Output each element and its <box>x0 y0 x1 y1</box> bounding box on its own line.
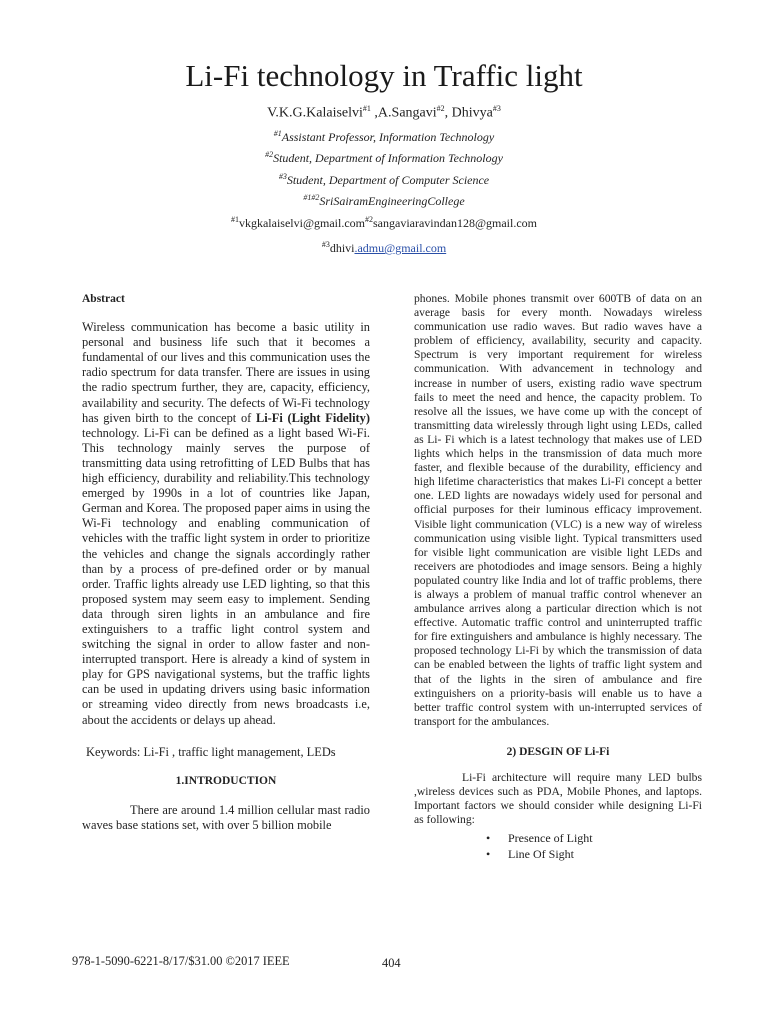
email-2-sup: #2 <box>365 215 373 224</box>
affiliation-2-text: Student, Department of Information Technology <box>273 151 503 165</box>
email-1-sup: #1 <box>230 215 239 224</box>
isbn-copyright: 978-1-5090-6221-8/17/$31.00 ©2017 IEEE <box>72 954 290 968</box>
email-3-prefix: dhivi <box>329 241 355 255</box>
design-text: Li-Fi architecture will require many LED bulbs ,wireless devices such as PDA, Mobile Phones, and laptops. Important factors we should consider while designing Li-Fi as following: <box>414 771 702 827</box>
right-column <box>414 292 702 862</box>
email-3-link[interactable]: .admu@gmail.com <box>354 241 447 255</box>
affiliation-3-text: Student, Department of Computer Science <box>286 173 490 187</box>
left-column <box>82 292 370 833</box>
email-2[interactable]: sangaviaravindan128@gmail.com <box>373 216 538 230</box>
design-factors-list <box>486 830 702 862</box>
affiliation-4-text: SriSairamEngineeringCollege <box>319 194 465 208</box>
email-line-1 <box>0 215 768 231</box>
affiliation-2-sup: #2 <box>265 150 274 159</box>
author-list <box>0 104 768 122</box>
author-2-sup: #2 <box>436 104 445 113</box>
author-3: , Dhivya <box>444 105 493 121</box>
introduction-continued: phones. Mobile phones transmit over 600TB of data on an average basis for every month. Nowadays wireless communication use radio waves. But radio waves have a problem of efficiency, availability, security and capacity. Spectrum is very important requirement for wireless communication. With advancement in technology and increase in number of users, existing radio wave spectrum fails to meet the need and hence, the capacity problem. To resolve all the issues, we have come up with the concept of transmitting data wirelessly through light using LEDs, called as Li- Fi which is a latest technology that makes use of LED lights which helps in the transmission of data much more faster, and flexible because of the durability, efficiency and high lifetime characteristics that makes Li-Fi concept a better one. LED lights are nowadays widely used for personal and official purposes for their luminous efficacy improvement. Visible light communication (VLC) is a new way of wireless communication using visible light. Typical transmitters used for visible light communication are visible light LEDs and receivers are photodiodes and image sensors. Being a highly populated country like India and lot of traffic problems, there is always a problem of manual traffic control whenever an ambulance arrives along a particular direction which is not effective. Automatic traffic control and uninterrupted traffic for fire extinguishers and ambulance is highly necessary. The proposed technology Li-Fi by which the transmission of data can be enabled between the lights of traffic light system and that of the lights in the siren of ambulance and fire extinguishers on a priority-basis will enable us to have a better traffic control system with un-interrupted services of transport for the ambulances. <box>414 292 702 728</box>
author-1: V.K.G.Kalaiselvi <box>267 105 363 121</box>
page-number: 404 <box>382 956 401 970</box>
keywords: Keywords: Li-Fi , traffic light management, LEDs <box>86 744 336 759</box>
introduction-text: There are around 1.4 million cellular mast radio waves base stations set, with over 5 billion mobile <box>82 802 370 832</box>
abstract-part-1: Wireless communication has become a basic utility in personal and business life such that it becomes a fundamental of our lives and this communication uses the radio spectrum for data transfer. There are issues in using the radio spectrum further, they are, capacity, efficiency, availability and security. The defects of Wi-Fi technology has given birth to the concept of <box>82 320 370 425</box>
introduction-heading: 1.INTRODUCTION <box>175 774 277 787</box>
affiliation-4-sup: #1#2 <box>303 193 320 202</box>
affiliation-4 <box>0 193 768 209</box>
design-heading: 2) DESGIN OF Li-Fi <box>506 745 610 758</box>
affiliation-2 <box>0 150 768 166</box>
author-2: ,A.Sangavi <box>370 105 437 121</box>
email-3-sup: #3 <box>321 240 330 249</box>
affiliation-3-sup: #3 <box>278 172 287 181</box>
email-1[interactable]: vkgkalaiselvi@gmail.com <box>238 216 365 230</box>
list-item: • Line Of Sight <box>486 846 702 862</box>
author-1-sup: #1 <box>362 104 371 113</box>
abstract-bold-term: Li-Fi (Light Fidelity) <box>255 410 370 425</box>
list-item: • Presence of Light <box>486 830 702 846</box>
affiliation-3 <box>0 172 768 188</box>
affiliation-1-sup: #1 <box>273 129 282 138</box>
author-3-sup: #3 <box>492 104 501 113</box>
abstract-text <box>82 320 370 728</box>
abstract-heading: Abstract <box>82 293 125 305</box>
affiliation-1 <box>0 129 768 145</box>
email-line-2 <box>0 240 768 256</box>
affiliation-1-text: Assistant Professor, Information Technology <box>281 130 495 144</box>
paper-title: Li-Fi technology in Traffic light <box>185 58 583 93</box>
abstract-part-2: technology. Li-Fi can be defined as a light based Wi-Fi. This technology mainly serves the purpose of transmitting data using retrofitting of LED Bulbs that has high efficiency, durability and reliability.This technology emerged by 1990s in a lot of countries like Japan, German and Korea. The proposed paper aims in using the Wi-Fi technology and enabling communication of vehicles with the traffic light system in order to prioritize the vehicles and change the signals accordingly rather than by a process of pre-defined order or by manual order. Traffic lights already use LED lighting, so that this proposed system may seem easy to implement. Sending data through siren lights in an ambulance and fire extinguishers to a traffic light control system and switching the signal in order to allow faster and non-interrupted transport. Here is already a kind of system in play for GPS navigational systems, but the traffic lights can be used in updating drivers using basic information or streaming video directly from news broadcasts i.e, about the accidents or delays up ahead. <box>82 425 370 727</box>
